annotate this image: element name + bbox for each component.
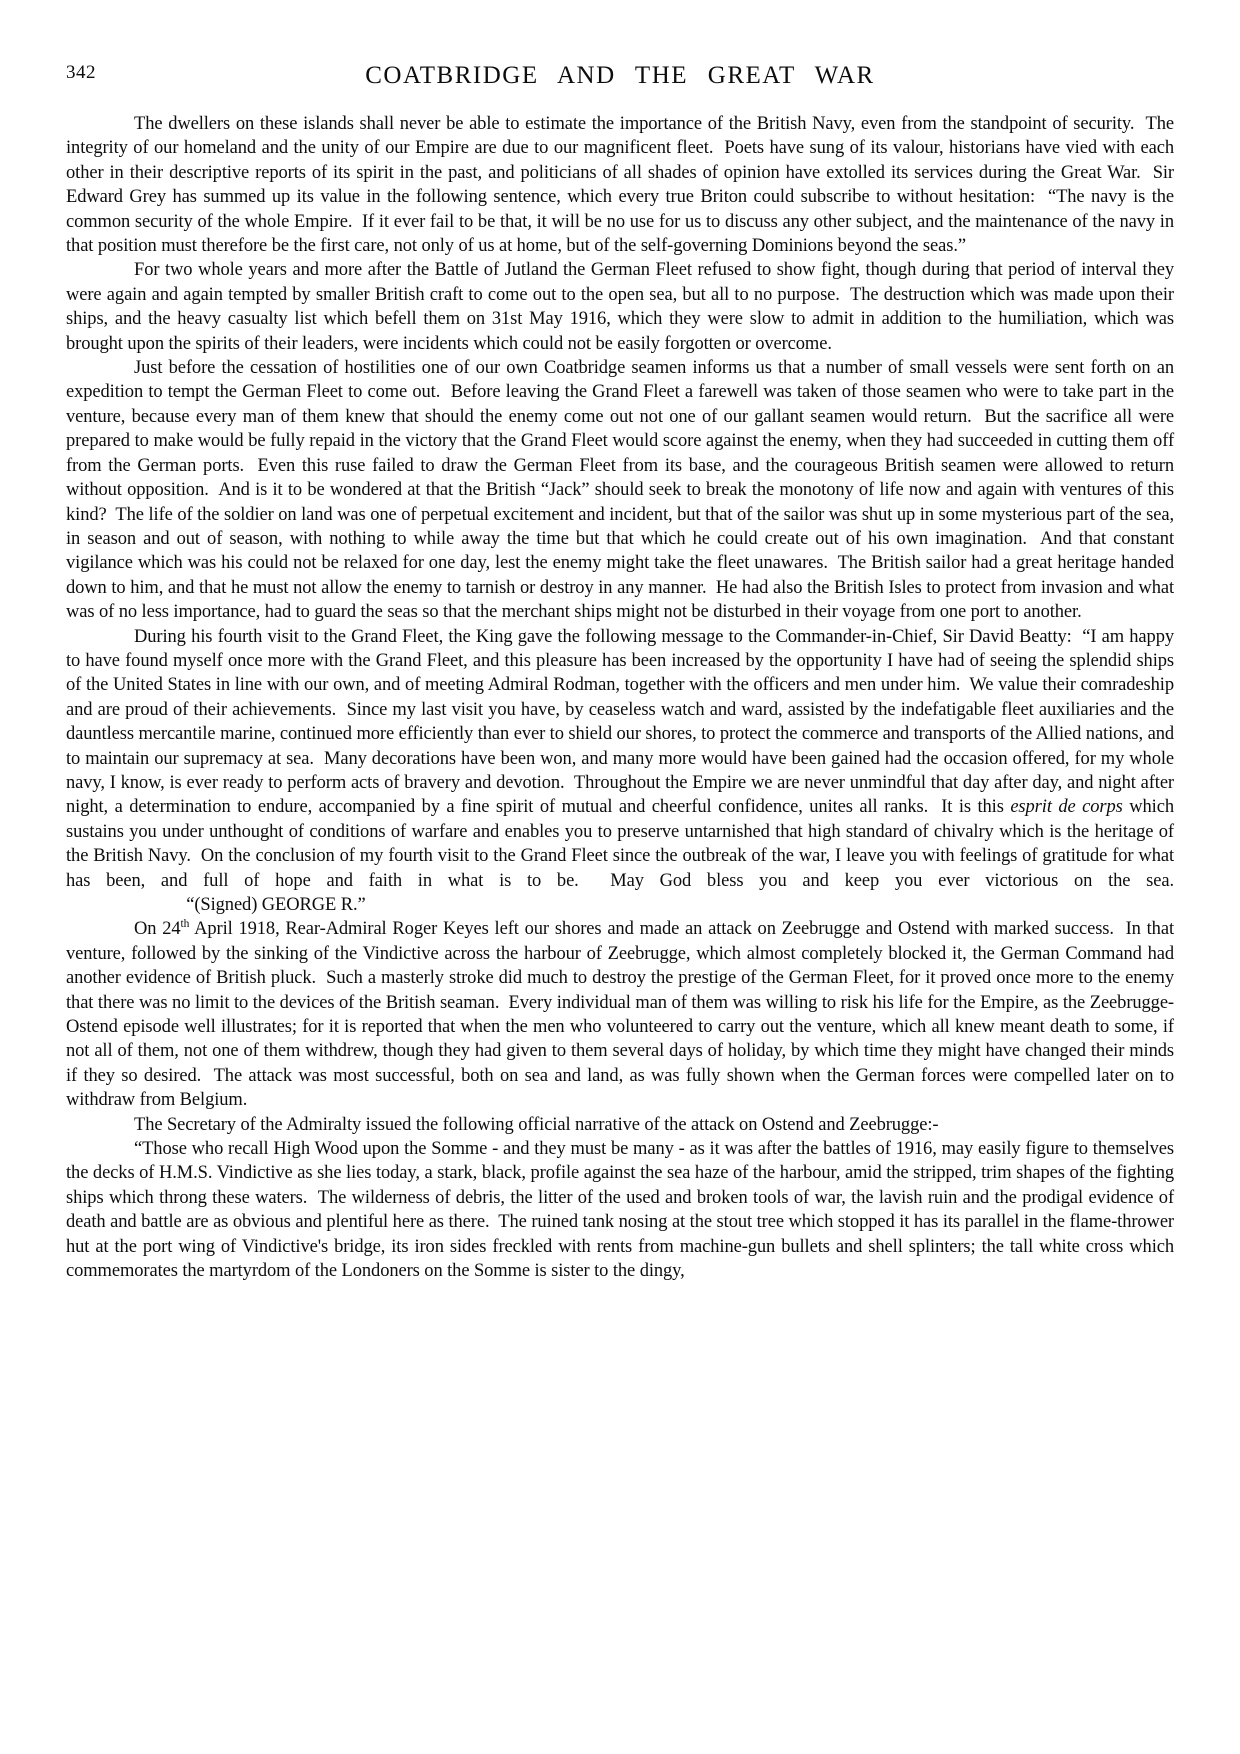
paragraph-zeebrugge-raid (66, 917, 1179, 1112)
paragraph-text: “Those who recall High Wood upon the Somme - and they must be many - as it was after the battles of 1916, may easily figure to themselves the decks of H.M.S. Vindictive as she lies today, a stark, black, profile against the sea haze of the harbour, amid the stripped, trim shapes of the fighting ships which throng these waters. The wilderness of debris, the litter of the used and broken tools of war, the lavish ruin and the prodigal evidence of death and battle are as obvious and plentiful here as there. The ruined tank nosing at the stout tree which stopped it has its parallel in the flame-thrower hut at the port wing of Vindictive's bridge, its iron sides freckled with rents from machine-gun bullets and shell splinters; the tall white cross which commemorates the martyrdom of the Londoners on the Somme is sister to the dingy, (66, 1139, 1179, 1282)
paragraph-text: During his fourth visit to the Grand Fleet, the King gave the following message to the Commander-in-Chief, Sir David Beatty: “I am happy to have found myself once more with the Grand Fleet, and this pleasure has been increased by the opportunity I have had of seeing the splendid ships of the United States in line with our own, and of meeting Admiral Rodman, together with the officers and men under him. We value their comradeship and are proud of their achievements. Since my last visit you have, by ceaseless watch and ward, assisted by the indefatigable fleet auxiliaries and the dauntless mercantile marine, continued more efficiently than ever to shield our shores, to protect the commerce and transports of the Allied nations, and to maintain our supremacy at sea. Many decorations have been won, and many more would have been gained had the occasion offered, for my whole navy, I know, is ever ready to perform acts of bravery and devotion. Throughout the Empire we are never unmindful that day after day, and night after night, a determination to endure, accompanied by a fine spirit of mutual and cheerful confidence, unites all ranks. It is this (66, 626, 1179, 818)
signature-george-r: “(Signed) GEORGE R.” (186, 895, 366, 915)
page-number: 342 (66, 62, 96, 83)
paragraph-text: which sustains you under unthought of conditions of warfare and enables you to preserve untarnished that high standard of chivalry which is the heritage of the British Navy. On the conclusion of my fourth visit to the Grand Fleet since the outbreak of the war, I leave you with feelings of gratitude for what has been, and full of hope and faith in what is to be. May God bless you and keep you ever victorious on the sea. (66, 797, 1179, 891)
paragraph-admiralty-intro (66, 1113, 1174, 1137)
paragraph-dwellers (66, 112, 1179, 258)
page-title: COATBRIDGE AND THE GREAT WAR (365, 62, 875, 89)
paragraph-text: The dwellers on these islands shall never be able to estimate the importance of the British Navy, even from the standpoint of security. The integrity of our homeland and the unity of our Empire are due to our magnificent fleet. Poets have sung of its valour, historians have vied with each other in their descriptive reports of its spirit in the past, and politicians of all shades of opinion have extolled its services during the Great War. Sir Edward Grey has summed up its value in the following sentence, which every true Briton could subscribe to without hesitation: “The navy is the common security of the whole Empire. If it ever fail to be that, it will be no use for us to discuss any other subject, and the maintenance of the navy in that position must therefore be the first care, not only of us at home, but of the self-governing Dominions beyond the seas.” (66, 114, 1179, 257)
page-body (66, 112, 1179, 1284)
page-header (0, 0, 1240, 100)
paragraph-official-narrative (66, 1137, 1179, 1283)
ordinal-superscript: th (180, 918, 190, 931)
paragraph-text: Just before the cessation of hostilities one of our own Coatbridge seamen informs us that a number of small vessels were sent forth on an expedition to tempt the German Fleet to come out. Before leaving the Grand Fleet a farewell was taken of those seamen who were to take part in the venture, because every man of them knew that should the enemy come out not one of our gallant seamen would return. But the sacrifice all were prepared to make would be fully repaid in the victory that the Grand Fleet would score against the enemy, when they had succeeded in cutting them off from the German ports. Even this ruse failed to draw the German Fleet from its base, and the courageous British seamen were allowed to return without opposition. And is it to be wondered at that the British “Jack” should seek to break the monotony of life now and again with ventures of this kind? The life of the soldier on land was one of perpetual excitement and incident, but that of the sailor was shut up in some mysterious part of the sea, in season and out of season, with nothing to while away the time but that which he could create out of his own imagination. And that constant vigilance which was his could not be relaxed for one day, lest the enemy might take the fleet unawares. The British sailor had a great heritage handed down to him, and that he must not allow the enemy to tarnish or destroy in any manner. He had also the British Isles to protect from invasion and what was of no less importance, had to guard the seas so that the merchant ships might not be disturbed in their voyage from one port to another. (66, 358, 1179, 623)
paragraph-text: The Secretary of the Admiralty issued the following official narrative of the attack on Ostend and Zeebrugge:- (134, 1114, 939, 1135)
italic-phrase: esprit de corps (1010, 797, 1123, 818)
paragraph-text: For two whole years and more after the Battle of Jutland the German Fleet refused to show fight, though during that period of interval they were again and again tempted by smaller British craft to come out to the open sea, but all to no purpose. The destruction which was made upon their ships, and the heavy casualty list which befell them on 31st May 1916, which they were slow to admit in addition to the humiliation, which was brought upon the spirits of their leaders, were incidents which could not be easily forgotten or overcome. (66, 260, 1179, 354)
paragraph-jutland (66, 258, 1179, 356)
paragraph-kings-message (66, 625, 1179, 918)
paragraph-text: On 24 (134, 919, 181, 940)
paragraph-text: April 1918, Rear-Admiral Roger Keyes left our shores and made an attack on Zeebrugge and Ostend with marked success. In that venture, followed by the sinking of the Vindictive across the harbour of Zeebrugge, which almost completely blocked it, the German Command had another evidence of British pluck. Such a masterly stroke did much to destroy the prestige of the German Fleet, for it proved once more to the enemy that there was no limit to the devices of the British seaman. Every individual man of them was willing to risk his life for the Empire, as the Zeebrugge-Ostend episode well illustrates; for it is reported that when the men who volunteered to carry out the venture, which all knew meant death to some, if not all of them, not one of them withdrew, though they had given to them several days of holiday, by which time they might have changed their minds if they so desired. The attack was most successful, both on sea and land, as was fully shown when the German forces were compelled later on to withdraw from Belgium. (66, 919, 1179, 1111)
paragraph-coatbridge-seamen (66, 356, 1179, 624)
